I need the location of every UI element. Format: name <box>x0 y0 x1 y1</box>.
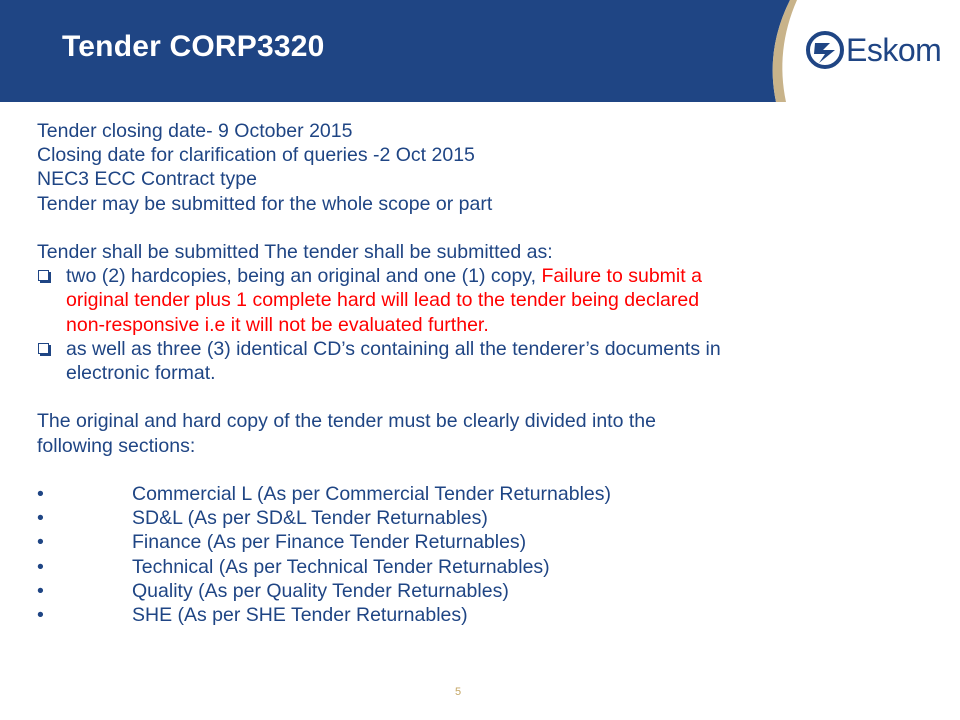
slide-body <box>37 119 907 627</box>
bullet-icon: • <box>37 604 44 627</box>
closing-date-line: Tender closing date- 9 October 2015 <box>37 120 353 142</box>
bullet-icon: • <box>37 579 44 602</box>
checklist-item-cds <box>37 337 907 385</box>
sections-intro-line: following sections: <box>37 434 196 457</box>
section-list-item: • Commercial L (As per Commercial Tender Returnables) <box>37 483 611 505</box>
header <box>0 0 960 102</box>
warning-text: non-responsive i.e it will not be evaluated further. <box>66 313 489 336</box>
sections-intro-line: The original and hard copy of the tender must be clearly divided into the <box>37 410 656 433</box>
checklist-text-line: electronic format. <box>66 362 216 385</box>
logo-text: Eskom <box>846 32 942 68</box>
slide-title: Tender CORP3320 <box>62 30 325 63</box>
warning-text: original tender plus 1 complete hard will lead to the tender being declared <box>66 289 700 312</box>
checklist-text-line: as well as three (3) identical CD’s containing all the tenderer’s documents in <box>66 337 721 360</box>
clarification-date-line: Closing date for clarification of queries -2 Oct 2015 <box>37 144 475 167</box>
section-list-item: • SHE (As per SHE Tender Returnables) <box>37 604 468 627</box>
contract-type-line: NEC3 ECC Contract type <box>37 168 257 191</box>
section-list-item: • SD&L (As per SD&L Tender Returnables) <box>37 507 488 530</box>
page-number: 5 <box>455 686 462 698</box>
bullet-icon: • <box>37 507 44 530</box>
section-list-item: • Finance (As per Finance Tender Returnables) <box>37 531 527 554</box>
section-list-item: • Technical (As per Technical Tender Returnables) <box>37 555 550 578</box>
warning-text: Failure to submit a <box>541 265 702 288</box>
eskom-emblem-icon <box>806 30 844 70</box>
section-list-item: • Quality (As per Quality Tender Returnables) <box>37 579 509 602</box>
scope-line: Tender may be submitted for the whole scope or part <box>37 192 493 215</box>
checkbox-bullet-icon <box>38 343 49 354</box>
checkbox-bullet-icon <box>38 270 49 281</box>
bullet-icon: • <box>37 483 44 505</box>
checklist-text-line: two (2) hardcopies, being an original and one (1) copy, Failure to submit a <box>66 265 702 288</box>
submission-heading: Tender shall be submitted The tender shall be submitted as: <box>37 241 553 263</box>
checklist-item-hardcopies <box>37 264 907 337</box>
bullet-icon: • <box>37 555 44 578</box>
eskom-logo <box>806 30 942 74</box>
bullet-icon: • <box>37 531 44 554</box>
